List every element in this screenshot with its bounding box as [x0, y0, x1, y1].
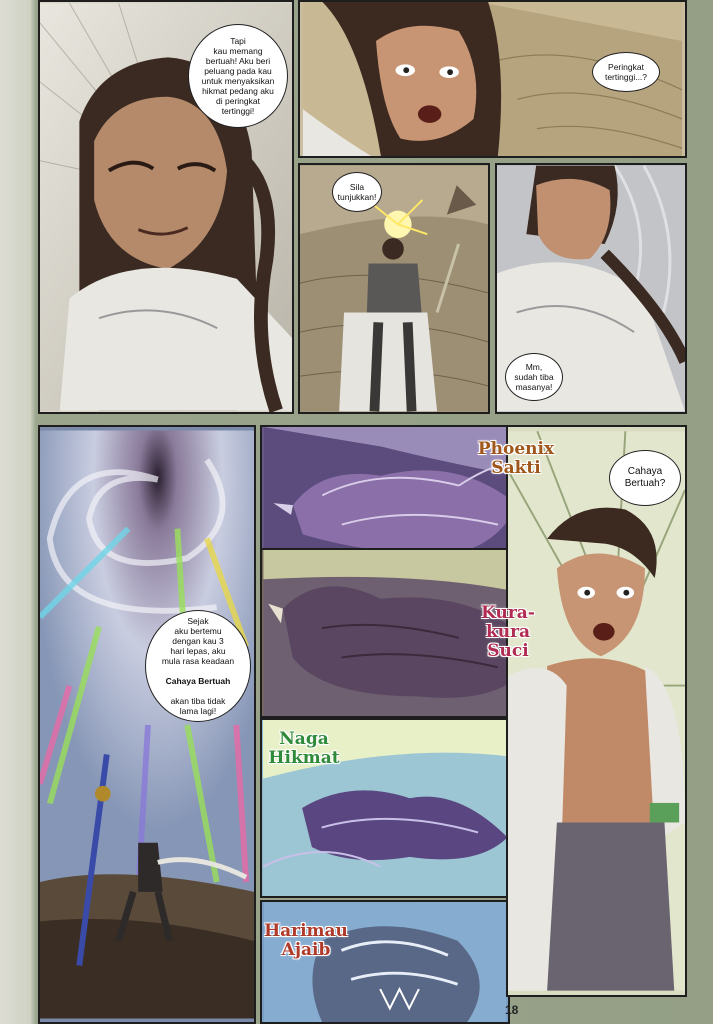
label-dragon: Naga Hikmat [268, 729, 340, 768]
speech-bubble-tapi [188, 24, 288, 128]
panel-swordsman-standing [298, 163, 490, 414]
swordsman-standing-art [300, 165, 488, 412]
label-turtle: Kura- kura Suci [481, 603, 535, 661]
speech-bubble-peringkat [592, 52, 660, 92]
tiger-art [262, 902, 508, 1022]
speech-text-sejak-part1: Sejak aku bertemu dengan kau 3 hari lepas, aku mula rasa keadaan [161, 616, 235, 666]
speech-bubble-sejak [145, 610, 251, 722]
speech-text-cahaya-question: Cahaya Bertuah? [624, 466, 666, 489]
speech-text-peringkat: Peringkat tertinggi...? [604, 62, 648, 82]
label-tiger: Harimau Ajaib [264, 921, 348, 960]
speech-bubble-cahaya-question [609, 450, 681, 506]
speech-bubble-sila [332, 172, 382, 212]
label-phoenix: Phoenix Sakti [477, 439, 555, 478]
speech-text-sejak [162, 606, 234, 726]
panel-young-man-shouting [506, 425, 687, 997]
speech-text-sejak-bold: Cahaya Bertuah [165, 676, 231, 686]
speech-text-tapi: Tapi kau memang bertuah! Aku beri peluang pada kau untuk menyaksikan hikmat pedang aku di peringkat tertinggi! [201, 36, 275, 116]
speech-text-sejak-part2: akan tiba tidak lama lagi! [170, 696, 226, 716]
young-man-shouting-art [508, 427, 685, 995]
speech-bubble-mm [505, 353, 563, 401]
page-number: 18 [505, 1003, 519, 1017]
speech-text-mm: Mm, sudah tiba masanya! [514, 362, 554, 392]
panel-tiger [260, 900, 510, 1024]
speech-text-sila: Sila tunjukkan! [337, 182, 377, 202]
